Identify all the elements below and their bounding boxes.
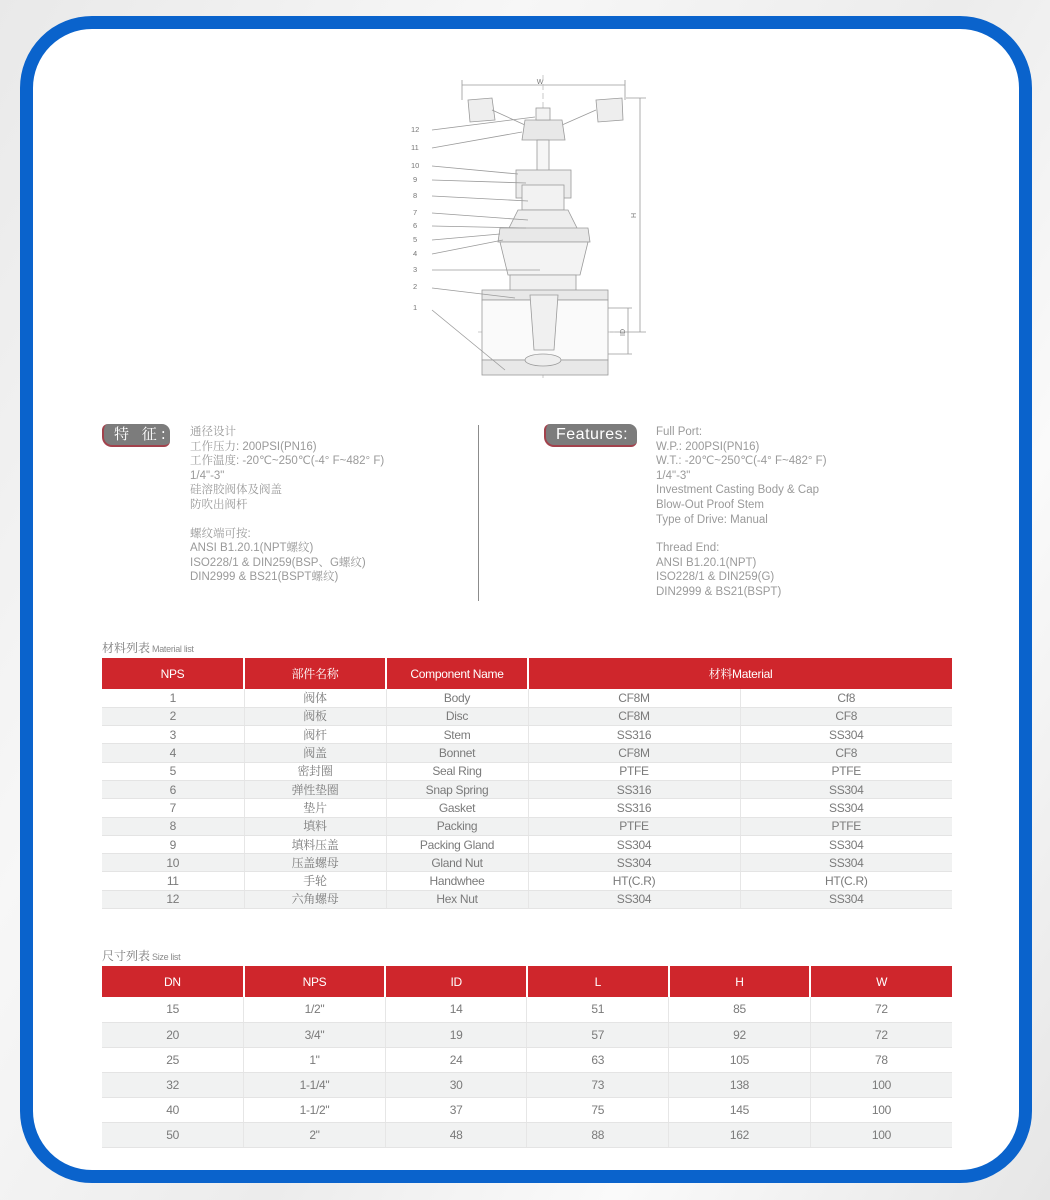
- table-cell: 7: [102, 799, 244, 817]
- material-list-title: [102, 639, 194, 656]
- table-cell: SS304: [740, 835, 952, 853]
- table-cell: Body: [386, 689, 528, 707]
- table-cell: 3/4": [244, 1022, 386, 1047]
- table-cell: Handwhee: [386, 872, 528, 890]
- size-title-en: Size list: [152, 952, 181, 962]
- table-cell: SS304: [740, 780, 952, 798]
- part-label-7: 7: [413, 208, 418, 217]
- table-cell: 11: [102, 872, 244, 890]
- table-cell: 六角螺母: [244, 890, 386, 908]
- table-cell: 57: [527, 1022, 669, 1047]
- thread-line: ANSI B1.20.1(NPT螺纹): [190, 542, 314, 555]
- table-cell: SS304: [740, 854, 952, 872]
- features-en-list: [656, 425, 827, 600]
- table-row: [102, 1072, 952, 1097]
- table-cell: Gasket: [386, 799, 528, 817]
- table-cell: 85: [669, 997, 811, 1022]
- dim-w-label: W: [536, 79, 544, 86]
- table-cell: 75: [527, 1097, 669, 1122]
- table-cell: 73: [527, 1072, 669, 1097]
- feature-line: 通径设计: [190, 426, 236, 438]
- table-cell: 12: [102, 890, 244, 908]
- size-title-cn: 尺寸列表: [102, 949, 151, 963]
- table-cell: 105: [669, 1047, 811, 1072]
- table-cell: 100: [810, 1097, 952, 1122]
- table-cell: 19: [385, 1022, 527, 1047]
- feature-line: 1/4"-3": [656, 469, 691, 482]
- table-cell: SS304: [740, 890, 952, 908]
- col-header-component: Component Name: [386, 658, 528, 689]
- part-label-4: 4: [413, 249, 418, 258]
- table-row: [102, 890, 952, 908]
- table-cell: Disc: [386, 707, 528, 725]
- table-row: [102, 1097, 952, 1122]
- features-divider: [478, 425, 479, 601]
- table-row: [102, 997, 952, 1022]
- table-cell: 25: [102, 1047, 244, 1072]
- table-row: [102, 762, 952, 780]
- part-label-10: 10: [411, 161, 420, 170]
- table-cell: SS316: [528, 726, 740, 744]
- table-cell: 填料: [244, 817, 386, 835]
- feature-line: Full Port:: [656, 426, 703, 438]
- table-cell: PTFE: [528, 762, 740, 780]
- table-row: [102, 1122, 952, 1147]
- feature-line: Type of Drive: Manual: [656, 513, 768, 526]
- col-header-part-cn: 部件名称: [244, 658, 386, 689]
- table-cell: SS304: [740, 799, 952, 817]
- table-cell: SS316: [528, 799, 740, 817]
- table-row: [102, 726, 952, 744]
- thread-line: DIN2999 & BS21(BSPT): [656, 585, 782, 598]
- material-title-cn: 材料列表: [102, 641, 151, 655]
- table-cell: 100: [810, 1072, 952, 1097]
- thread-line: Thread End:: [656, 542, 720, 555]
- table-cell: 阀板: [244, 707, 386, 725]
- table-row: [102, 854, 952, 872]
- table-cell: 37: [385, 1097, 527, 1122]
- table-cell: 72: [810, 997, 952, 1022]
- table-cell: 63: [527, 1047, 669, 1072]
- feature-line: W.P.: 200PSI(PN16): [656, 440, 760, 453]
- table-cell: Snap Spring: [386, 780, 528, 798]
- table-cell: 78: [810, 1047, 952, 1072]
- table-row: [102, 707, 952, 725]
- table-cell: PTFE: [740, 817, 952, 835]
- gate-valve-diagram: [400, 70, 660, 390]
- part-label-6: 6: [413, 221, 418, 230]
- part-label-12: 12: [411, 125, 420, 134]
- feature-line: W.T.: -20℃~250℃(-4° F~482° F): [656, 455, 827, 468]
- table-cell: 88: [527, 1122, 669, 1147]
- table-cell: 6: [102, 780, 244, 798]
- table-cell: Packing Gland: [386, 835, 528, 853]
- table-cell: 1": [244, 1047, 386, 1072]
- table-cell: 1: [102, 689, 244, 707]
- thread-line: ANSI B1.20.1(NPT): [656, 556, 757, 569]
- table-cell: 阀盖: [244, 744, 386, 762]
- col-header-nps: NPS: [244, 966, 386, 997]
- feature-line: 工作温度: -20℃~250℃(-4° F~482° F): [190, 455, 385, 468]
- table-cell: 24: [385, 1047, 527, 1072]
- part-label-5: 5: [413, 235, 418, 244]
- table-cell: 手轮: [244, 872, 386, 890]
- table-cell: 2": [244, 1122, 386, 1147]
- feature-line: 防吹出阀杆: [190, 498, 248, 511]
- table-row: [102, 817, 952, 835]
- table-cell: Hex Nut: [386, 890, 528, 908]
- part-label-11: 11: [411, 143, 419, 152]
- table-row: [102, 835, 952, 853]
- table-cell: 92: [669, 1022, 811, 1047]
- table-cell: 1/2": [244, 997, 386, 1022]
- table-row: [102, 780, 952, 798]
- material-table: [102, 658, 952, 909]
- table-cell: SS304: [740, 726, 952, 744]
- feature-line: Investment Casting Body & Cap: [656, 484, 819, 497]
- thread-line: ISO228/1 & DIN259(BSP、G螺纹): [190, 556, 366, 569]
- table-cell: CF8M: [528, 744, 740, 762]
- table-cell: 30: [385, 1072, 527, 1097]
- table-cell: Gland Nut: [386, 854, 528, 872]
- table-cell: 阀体: [244, 689, 386, 707]
- table-cell: 72: [810, 1022, 952, 1047]
- table-cell: 50: [102, 1122, 244, 1147]
- table-cell: 密封圈: [244, 762, 386, 780]
- table-cell: 压盖螺母: [244, 854, 386, 872]
- features-en-badge: Features:: [544, 424, 637, 447]
- table-cell: 32: [102, 1072, 244, 1097]
- size-list-title: [102, 947, 180, 964]
- feature-line: Blow-Out Proof Stem: [656, 498, 765, 511]
- table-row: [102, 1047, 952, 1072]
- table-cell: Bonnet: [386, 744, 528, 762]
- table-row: [102, 744, 952, 762]
- table-cell: PTFE: [528, 817, 740, 835]
- table-cell: CF8: [740, 744, 952, 762]
- col-header-nps: NPS: [102, 658, 244, 689]
- feature-line: 硅溶胶阀体及阀盖: [190, 484, 282, 497]
- table-cell: 3: [102, 726, 244, 744]
- part-label-1: 1: [413, 303, 418, 312]
- table-cell: 40: [102, 1097, 244, 1122]
- table-cell: 15: [102, 997, 244, 1022]
- table-cell: SS304: [528, 835, 740, 853]
- col-header-id: ID: [385, 966, 527, 997]
- table-row: [102, 872, 952, 890]
- table-cell: 145: [669, 1097, 811, 1122]
- part-label-2: 2: [413, 282, 418, 291]
- table-cell: 1-1/4": [244, 1072, 386, 1097]
- table-cell: 填料压盖: [244, 835, 386, 853]
- table-cell: 阀杆: [244, 726, 386, 744]
- dim-id-label: ID: [620, 329, 627, 336]
- table-cell: Seal Ring: [386, 762, 528, 780]
- table-cell: 100: [810, 1122, 952, 1147]
- table-cell: 51: [527, 997, 669, 1022]
- table-cell: 5: [102, 762, 244, 780]
- table-cell: Stem: [386, 726, 528, 744]
- feature-line: 1/4"-3": [190, 469, 225, 482]
- table-cell: 2: [102, 707, 244, 725]
- table-cell: 9: [102, 835, 244, 853]
- table-row: [102, 799, 952, 817]
- table-cell: Packing: [386, 817, 528, 835]
- table-cell: SS304: [528, 890, 740, 908]
- col-header-w: W: [810, 966, 952, 997]
- features-cn-list: [190, 425, 384, 585]
- material-title-en: Material list: [152, 644, 194, 654]
- features-cn-badge: 特 征:: [102, 424, 170, 447]
- thread-line: ISO228/1 & DIN259(G): [656, 571, 775, 584]
- dim-h-label: H: [631, 212, 638, 218]
- part-label-9: 9: [413, 175, 418, 184]
- part-label-3: 3: [413, 265, 418, 274]
- table-cell: CF8: [740, 707, 952, 725]
- table-cell: 10: [102, 854, 244, 872]
- table-cell: 138: [669, 1072, 811, 1097]
- table-cell: HT(C.R): [740, 872, 952, 890]
- col-header-dn: DN: [102, 966, 244, 997]
- table-row: [102, 1022, 952, 1047]
- thread-line: DIN2999 & BS21(BSPT螺纹): [190, 571, 339, 584]
- col-header-h: H: [669, 966, 811, 997]
- part-label-8: 8: [413, 191, 418, 200]
- col-header-l: L: [527, 966, 669, 997]
- table-cell: 48: [385, 1122, 527, 1147]
- thread-line: 螺纹端可按:: [190, 527, 251, 540]
- table-cell: 8: [102, 817, 244, 835]
- table-cell: 162: [669, 1122, 811, 1147]
- feature-line: 工作压力: 200PSI(PN16): [190, 440, 317, 453]
- table-cell: 弹性垫圈: [244, 780, 386, 798]
- table-cell: SS304: [528, 854, 740, 872]
- table-header-row: [102, 966, 952, 997]
- table-cell: CF8M: [528, 707, 740, 725]
- table-cell: 20: [102, 1022, 244, 1047]
- col-header-material: 材料Material: [528, 658, 952, 689]
- table-cell: 14: [385, 997, 527, 1022]
- size-table: [102, 966, 952, 1148]
- table-cell: 1-1/2": [244, 1097, 386, 1122]
- table-cell: 垫片: [244, 799, 386, 817]
- table-cell: Cf8: [740, 689, 952, 707]
- table-row: [102, 689, 952, 707]
- table-cell: 4: [102, 744, 244, 762]
- table-cell: SS316: [528, 780, 740, 798]
- table-cell: CF8M: [528, 689, 740, 707]
- table-cell: PTFE: [740, 762, 952, 780]
- table-header-row: [102, 658, 952, 689]
- table-cell: HT(C.R): [528, 872, 740, 890]
